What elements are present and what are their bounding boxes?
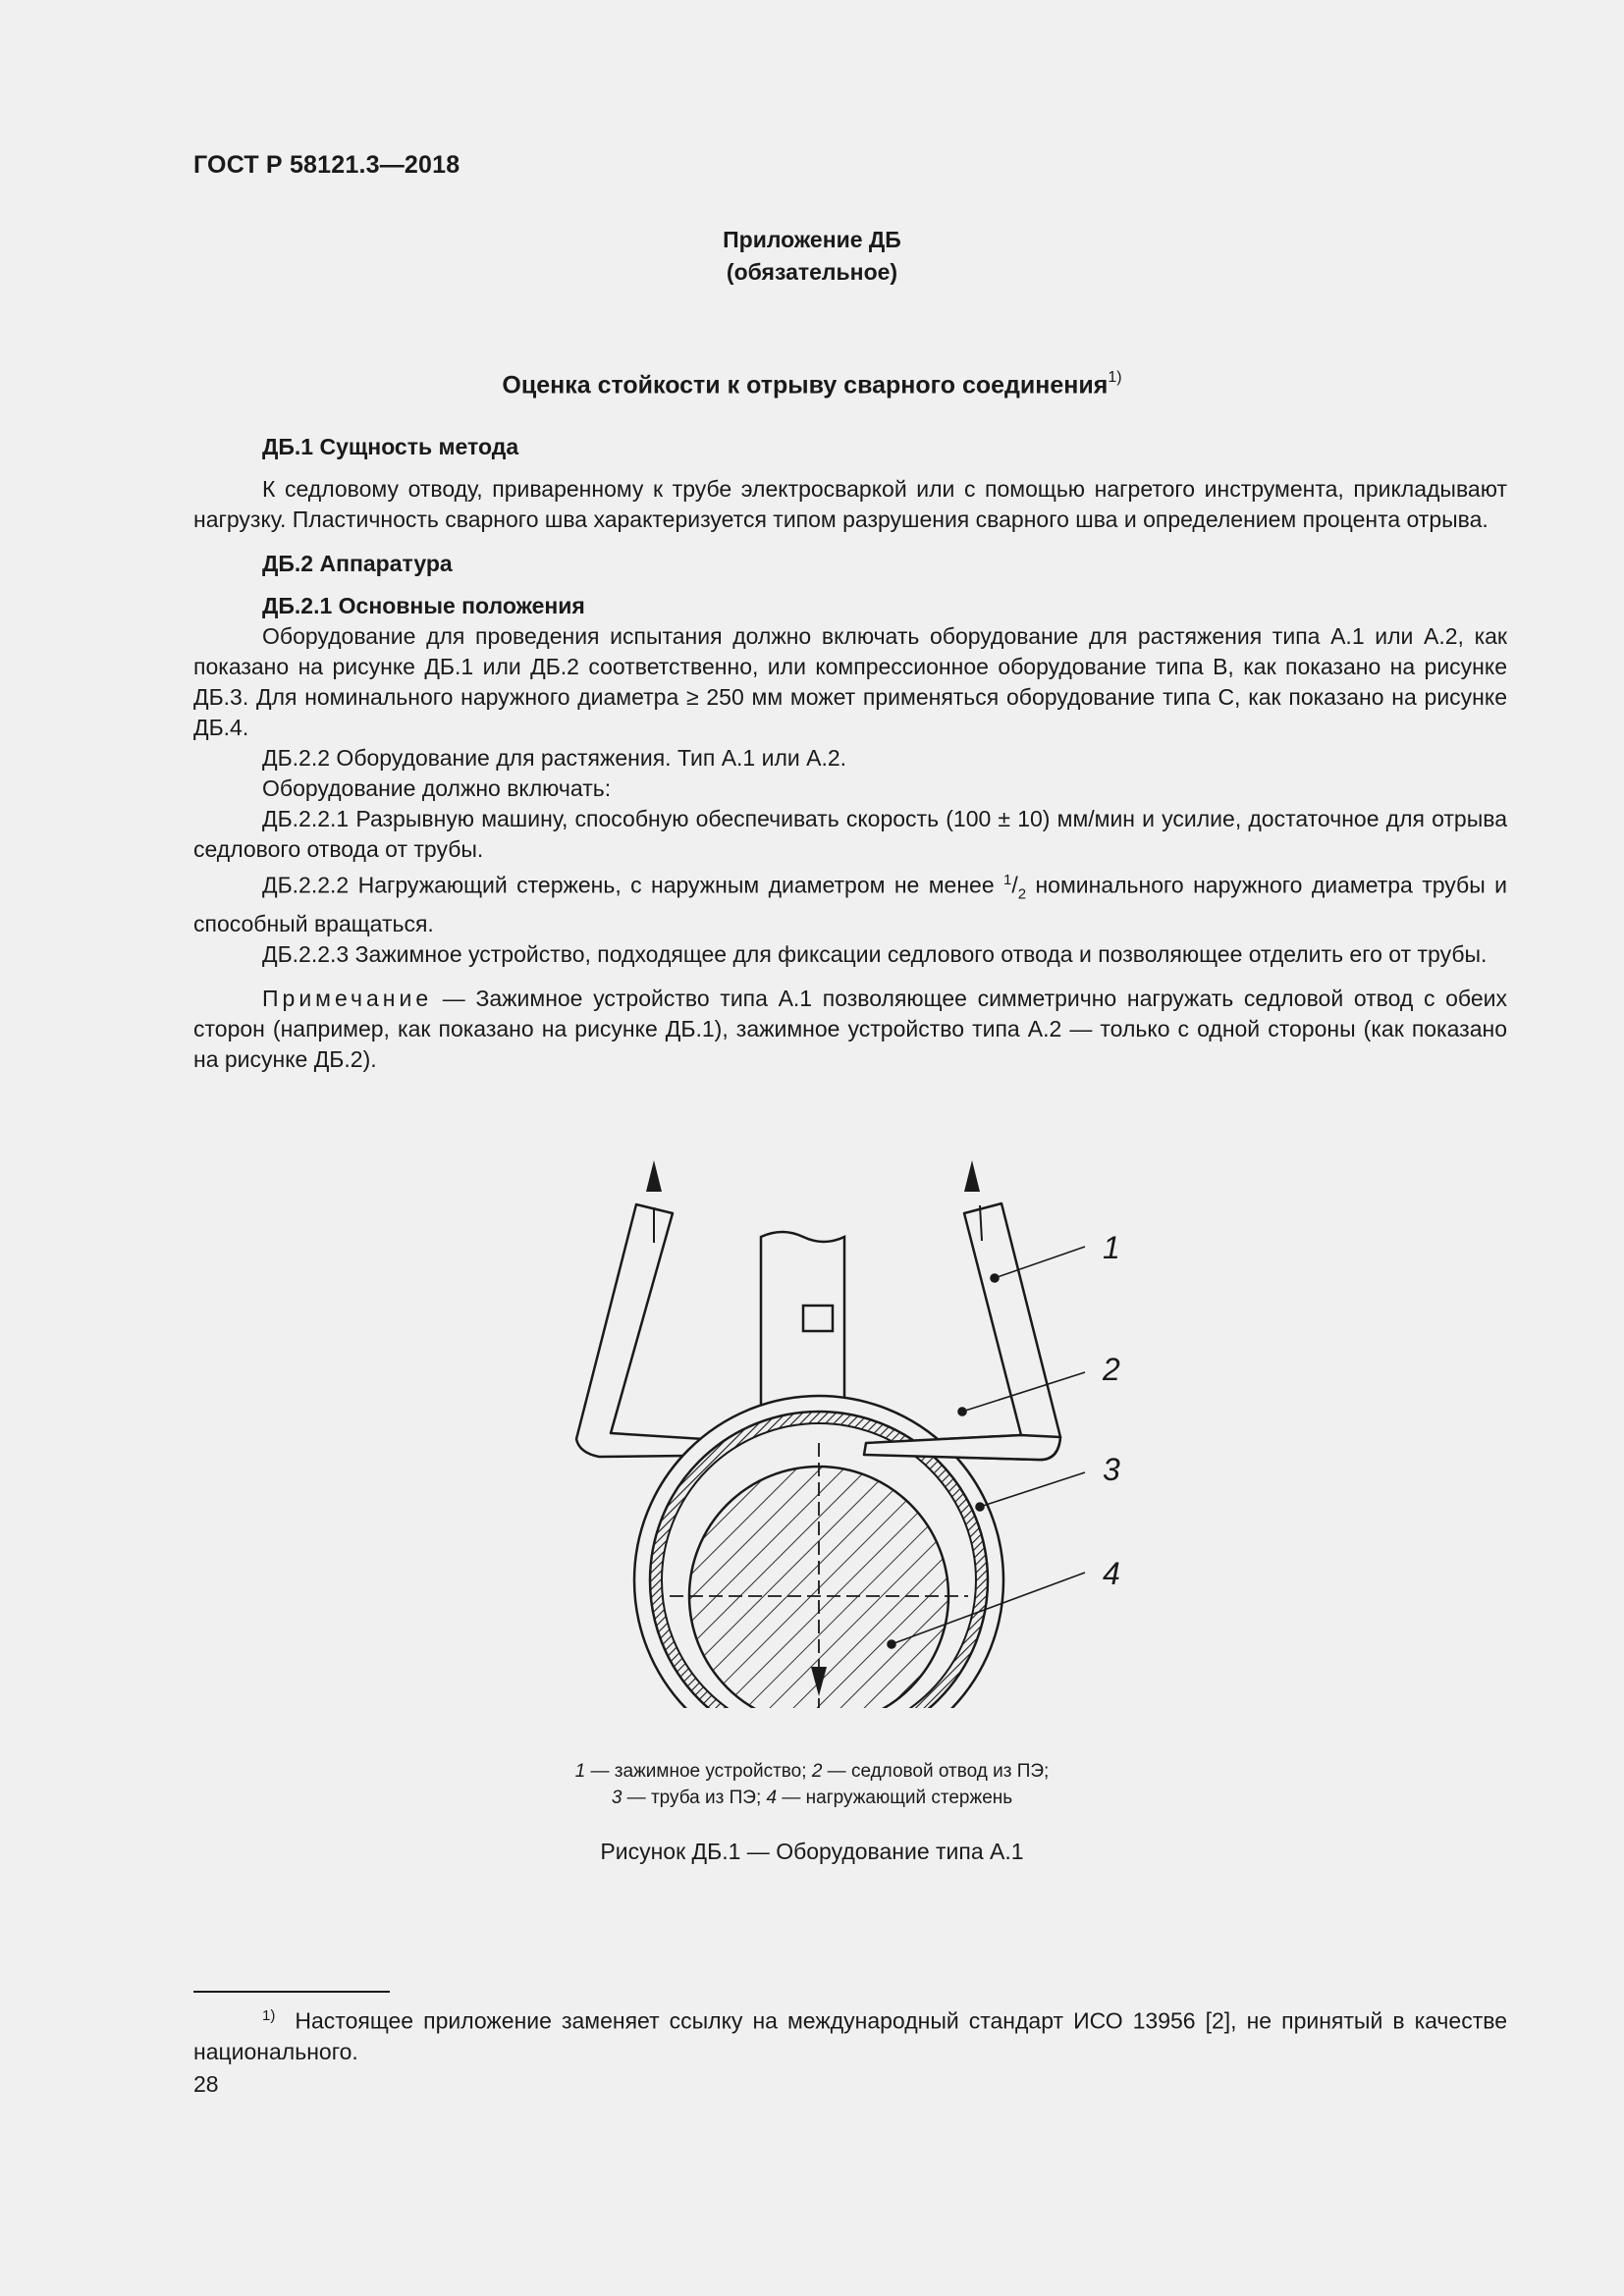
document-body bbox=[193, 432, 1507, 1075]
arrow-up-left-icon bbox=[646, 1160, 662, 1192]
page-number: 28 bbox=[193, 2071, 219, 2097]
legend-line-2 bbox=[0, 1785, 1624, 1811]
legend-num-2: 2 bbox=[811, 1761, 823, 1782]
legend-text-4: — нагружающий стержень bbox=[777, 1788, 1013, 1808]
callout-3: 3 bbox=[1103, 1452, 1120, 1487]
legend-line-1 bbox=[0, 1758, 1624, 1785]
paragraph-db2-2-3: ДБ.2.2.3 Зажимное устройство, подходящее для фиксации седлового отвода и позволяющее отделить его от трубы. bbox=[262, 941, 1488, 968]
legend-text-1: — зажимное устройство; bbox=[585, 1761, 812, 1782]
note-label: Примечание bbox=[262, 986, 433, 1012]
legend-num-1: 1 bbox=[574, 1761, 586, 1782]
pull-arrows bbox=[646, 1160, 982, 1243]
note-paragraph bbox=[193, 984, 1507, 1075]
footnote-marker: 1) bbox=[262, 2007, 276, 2024]
paragraph-db2-2-2-start: ДБ.2.2.2 Нагружающий стержень, с наружным диаметром не менее bbox=[262, 872, 1004, 898]
legend-num-3: 3 bbox=[611, 1788, 623, 1808]
callout-4: 4 bbox=[1103, 1556, 1120, 1591]
paragraph-db2-2: ДБ.2.2 Оборудование для растяжения. Тип А.1 или А.2. bbox=[262, 745, 847, 771]
annex-status: (обязательное) bbox=[726, 259, 898, 285]
fraction-numerator: 1 bbox=[1003, 872, 1012, 888]
figure-legend bbox=[0, 1758, 1624, 1811]
callout-2: 2 bbox=[1103, 1352, 1120, 1387]
heading-db2: ДБ.2 Аппаратура bbox=[262, 551, 453, 576]
annex-title: Приложение ДБ bbox=[723, 227, 901, 252]
callout-1: 1 bbox=[1103, 1230, 1120, 1265]
footnote-divider bbox=[193, 1991, 390, 1993]
footnote-text: Настоящее приложение заменяет ссылку на международный стандарт ИСО 13956 [2], не принятый в качестве национального. bbox=[193, 2007, 1507, 2064]
paragraph-db2-2-intro: Оборудование должно включать: bbox=[262, 775, 612, 801]
title-footnote-ref: 1) bbox=[1108, 369, 1122, 386]
annex-heading bbox=[0, 224, 1624, 289]
heading-db2-1: ДБ.2.1 Основные положения bbox=[262, 593, 585, 618]
paragraph-db2-2-1: ДБ.2.2.1 Разрывную машину, способную обеспечивать скорость (100 ± 10) мм/мин и усилие, достаточное для отрыва седлового отвода от трубы. bbox=[193, 806, 1507, 862]
figure-equipment-a1 bbox=[550, 1148, 1159, 1708]
note-text: — Зажимное устройство типа А.1 позволяющее симметрично нагружать седловой отвод с обеих сторон (например, как показано на рисунке ДБ.1), зажимное устройство типа А.2 — только с одной стороны (как показано на рисунке ДБ.2). bbox=[193, 986, 1507, 1073]
footnote bbox=[193, 2001, 1507, 2067]
arrow-up-right-icon bbox=[964, 1160, 980, 1192]
paragraph-db2-1: Оборудование для проведения испытания должно включать оборудование для растяжения типа А.1 или А.2, как показано на рисунке ДБ.1 или ДБ.2 соответственно, или компрессионное оборудование типа В, как показано на рисунке ДБ.3. Для номинального наружного диаметра ≥ 250 мм может применяться оборудование типа С, как показано на рисунке ДБ.4. bbox=[193, 623, 1507, 740]
document-id: ГОСТ Р 58121.3—2018 bbox=[193, 151, 460, 179]
heading-db1: ДБ.1 Сущность метода bbox=[262, 434, 519, 459]
paragraph-db2-2-2-end: номинального наружного диаметра трубы и способный вращаться. bbox=[193, 872, 1507, 937]
paragraph-db1: К седловому отводу, приваренному к трубе электросваркой или с помощью нагретого инструмента, прикладывают нагрузку. Пластичность сварного шва характеризуется типом разрушения сварного шва и определением процента отрыва. bbox=[193, 476, 1507, 532]
section-title-text: Оценка стойкости к отрыву сварного соединения bbox=[502, 371, 1109, 400]
paragraph-db2-2-2: ДБ.2.2.2 Нагружающий стержень, с наружным диаметром не менее $^1/_2$ номинального наружного диаметра трубы и способный вращаться. bbox=[193, 872, 1507, 937]
figure-caption: Рисунок ДБ.1 — Оборудование типа А.1 bbox=[600, 1839, 1024, 1864]
legend-num-4: 4 bbox=[766, 1788, 778, 1808]
legend-text-2: — седловой отвод из ПЭ; bbox=[822, 1761, 1050, 1782]
section-title bbox=[0, 371, 1624, 400]
fraction-denominator: 2 bbox=[1017, 885, 1027, 903]
legend-text-3: — труба из ПЭ; bbox=[622, 1788, 767, 1808]
